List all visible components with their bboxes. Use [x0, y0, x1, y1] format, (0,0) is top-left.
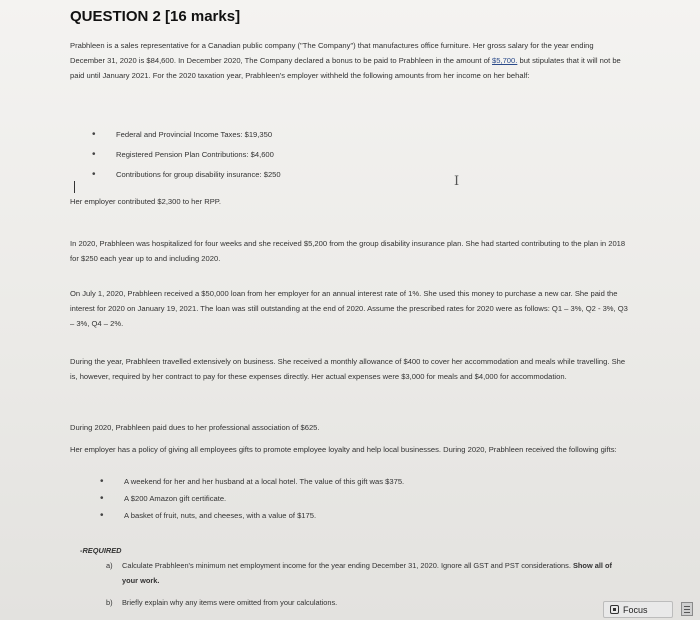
- view-layout-icon[interactable]: [681, 602, 693, 616]
- focus-label: Focus: [623, 604, 648, 615]
- text-cursor: [74, 181, 75, 193]
- focus-icon: [610, 605, 619, 614]
- list-item: • A $200 Amazon gift certificate.: [100, 492, 620, 509]
- focus-button[interactable]: [603, 601, 673, 618]
- rpp-note: Her employer contributed $2,300 to her RPP.: [70, 197, 221, 206]
- list-item: • A weekend for her and her husband at a local hotel. The value of this gift was $375.: [100, 475, 620, 492]
- bonus-amount: $5,700.: [492, 56, 518, 65]
- required-heading: -REQUIRED: [80, 546, 122, 555]
- gifts-list: [100, 475, 620, 526]
- question-title: QUESTION 2 [16 marks]: [70, 8, 241, 25]
- document-page: QUESTION 2 [16 marks] Prabhleen is a sales representative for a Canadian public company ("The Company") that manufactures office furniture. Her gross salary for the year ending December 31, 2020 is $84,600. In December 2020, The Company declared a bonus to be paid to Prabhleen in the amount of $5,700. but stipulates that it will not be paid until January 2021. For the 2020 taxation year, Prabhleen's employer withheld the following amounts from her income on her behalf: • Federal and Provincial Income Taxes: $19,350 • Registered Pension Plan Contributions: $4,600 • Contributions for group disability insurance: $250 I Her employer contributed $2,300 to her RPP. In 2020, Prabhleen was hospitalized for four weeks and she received $5,200 from the group disability insurance plan. She had started contributing to the plan in 2018 for $250 each year up to and including 2020. On July 1, 2020, Prabhleen received a $50,000 loan from her employer for an annual interest rate of 1%. She used this money to purchase a new car. She paid the interest for 2020 on January 19, 2021. The loan was still outstanding at the end of 2020. Assume the prescribed rates for 2020 were as follows: Q1 – 3%, Q2 - 3%, Q3 – 3%, Q4 – 2%. During the year, Prabhleen travelled extensively on business. She received a monthly allowance of $400 to cover her accommodation and meals while travelling. She is, however, required by her contract to pay for these expenses directly. Her actual expenses were $3,000 for meals and $4,000 for accommodation. During 2020, Prabhleen paid dues to her professional association of $625. Her employer has a policy of giving all employees gifts to promote employee loyalty and help local businesses. During 2020, Prabhleen received the following gifts: • A weekend for her and her husband at a local hotel. The value of this gift was $375. • A $200 Amazon gift certificate. • A basket of fruit, nuts, and cheeses, with a value of $175. -REQUIRED a) Calculate Prabhleen's minimum net employment income for the year ending December 31, 2020. Ignore all GST and PST considerations. Show all of your work. b) Briefly explain why any items were omitted from your calculations. Focus: [0, 0, 700, 620]
- ibeam-cursor-icon: I: [454, 174, 460, 189]
- list-item: • A basket of fruit, nuts, and cheeses, with a value of $175.: [100, 509, 620, 526]
- gifts-paragraph: Her employer has a policy of giving all employees gifts to promote employee loyalty and help local businesses. During 2020, Prabhleen received the following gifts:: [70, 445, 617, 454]
- required-item-a: a) Calculate Prabhleen's minimum net employment income for the year ending December 31, 2020. Ignore all GST and PST considerations. Show all of your work.: [106, 561, 612, 585]
- travel-paragraph: During the year, Prabhleen travelled extensively on business. She received a monthly allowance of $400 to cover her accommodation and meals while travelling. She is, however, required by her contract to pay for these expenses directly. Her actual expenses were $3,000 for meals and $4,000 for accommodation.: [70, 357, 626, 381]
- list-item: • Contributions for group disability insurance: $250: [92, 168, 612, 188]
- intro-paragraph: Prabhleen is a sales representative for a Canadian public company ("The Company") that manufactures office furniture. Her gross salary for the year ending December 31, 2020 is $84,600. In December 2020, The Company declared a bonus to be paid to Prabhleen in the amount of $5,700. but stipulates that it will not be paid until January 2021. For the 2020 taxation year, Prabhleen's employer withheld the following amounts from her income on her behalf:: [70, 41, 621, 80]
- list-item: • Registered Pension Plan Contributions: $4,600: [92, 148, 612, 168]
- hospital-paragraph: In 2020, Prabhleen was hospitalized for four weeks and she received $5,200 from the group disability insurance plan. She had started contributing to the plan in 2018 for $250 each year up to and including 2020.: [70, 239, 626, 263]
- dues-paragraph: During 2020, Prabhleen paid dues to her professional association of $625.: [70, 423, 320, 432]
- withholdings-list: [92, 128, 612, 188]
- loan-paragraph: On July 1, 2020, Prabhleen received a $50,000 loan from her employer for an annual interest rate of 1%. She used this money to purchase a new car. She paid the interest for 2020 on January 19, 2021. The loan was still outstanding at the end of 2020. Assume the prescribed rates for 2020 were as follows: Q1 – 3%, Q2 - 3%, Q3 – 3%, Q4 – 2%.: [70, 289, 628, 328]
- list-item: • Federal and Provincial Income Taxes: $19,350: [92, 128, 612, 148]
